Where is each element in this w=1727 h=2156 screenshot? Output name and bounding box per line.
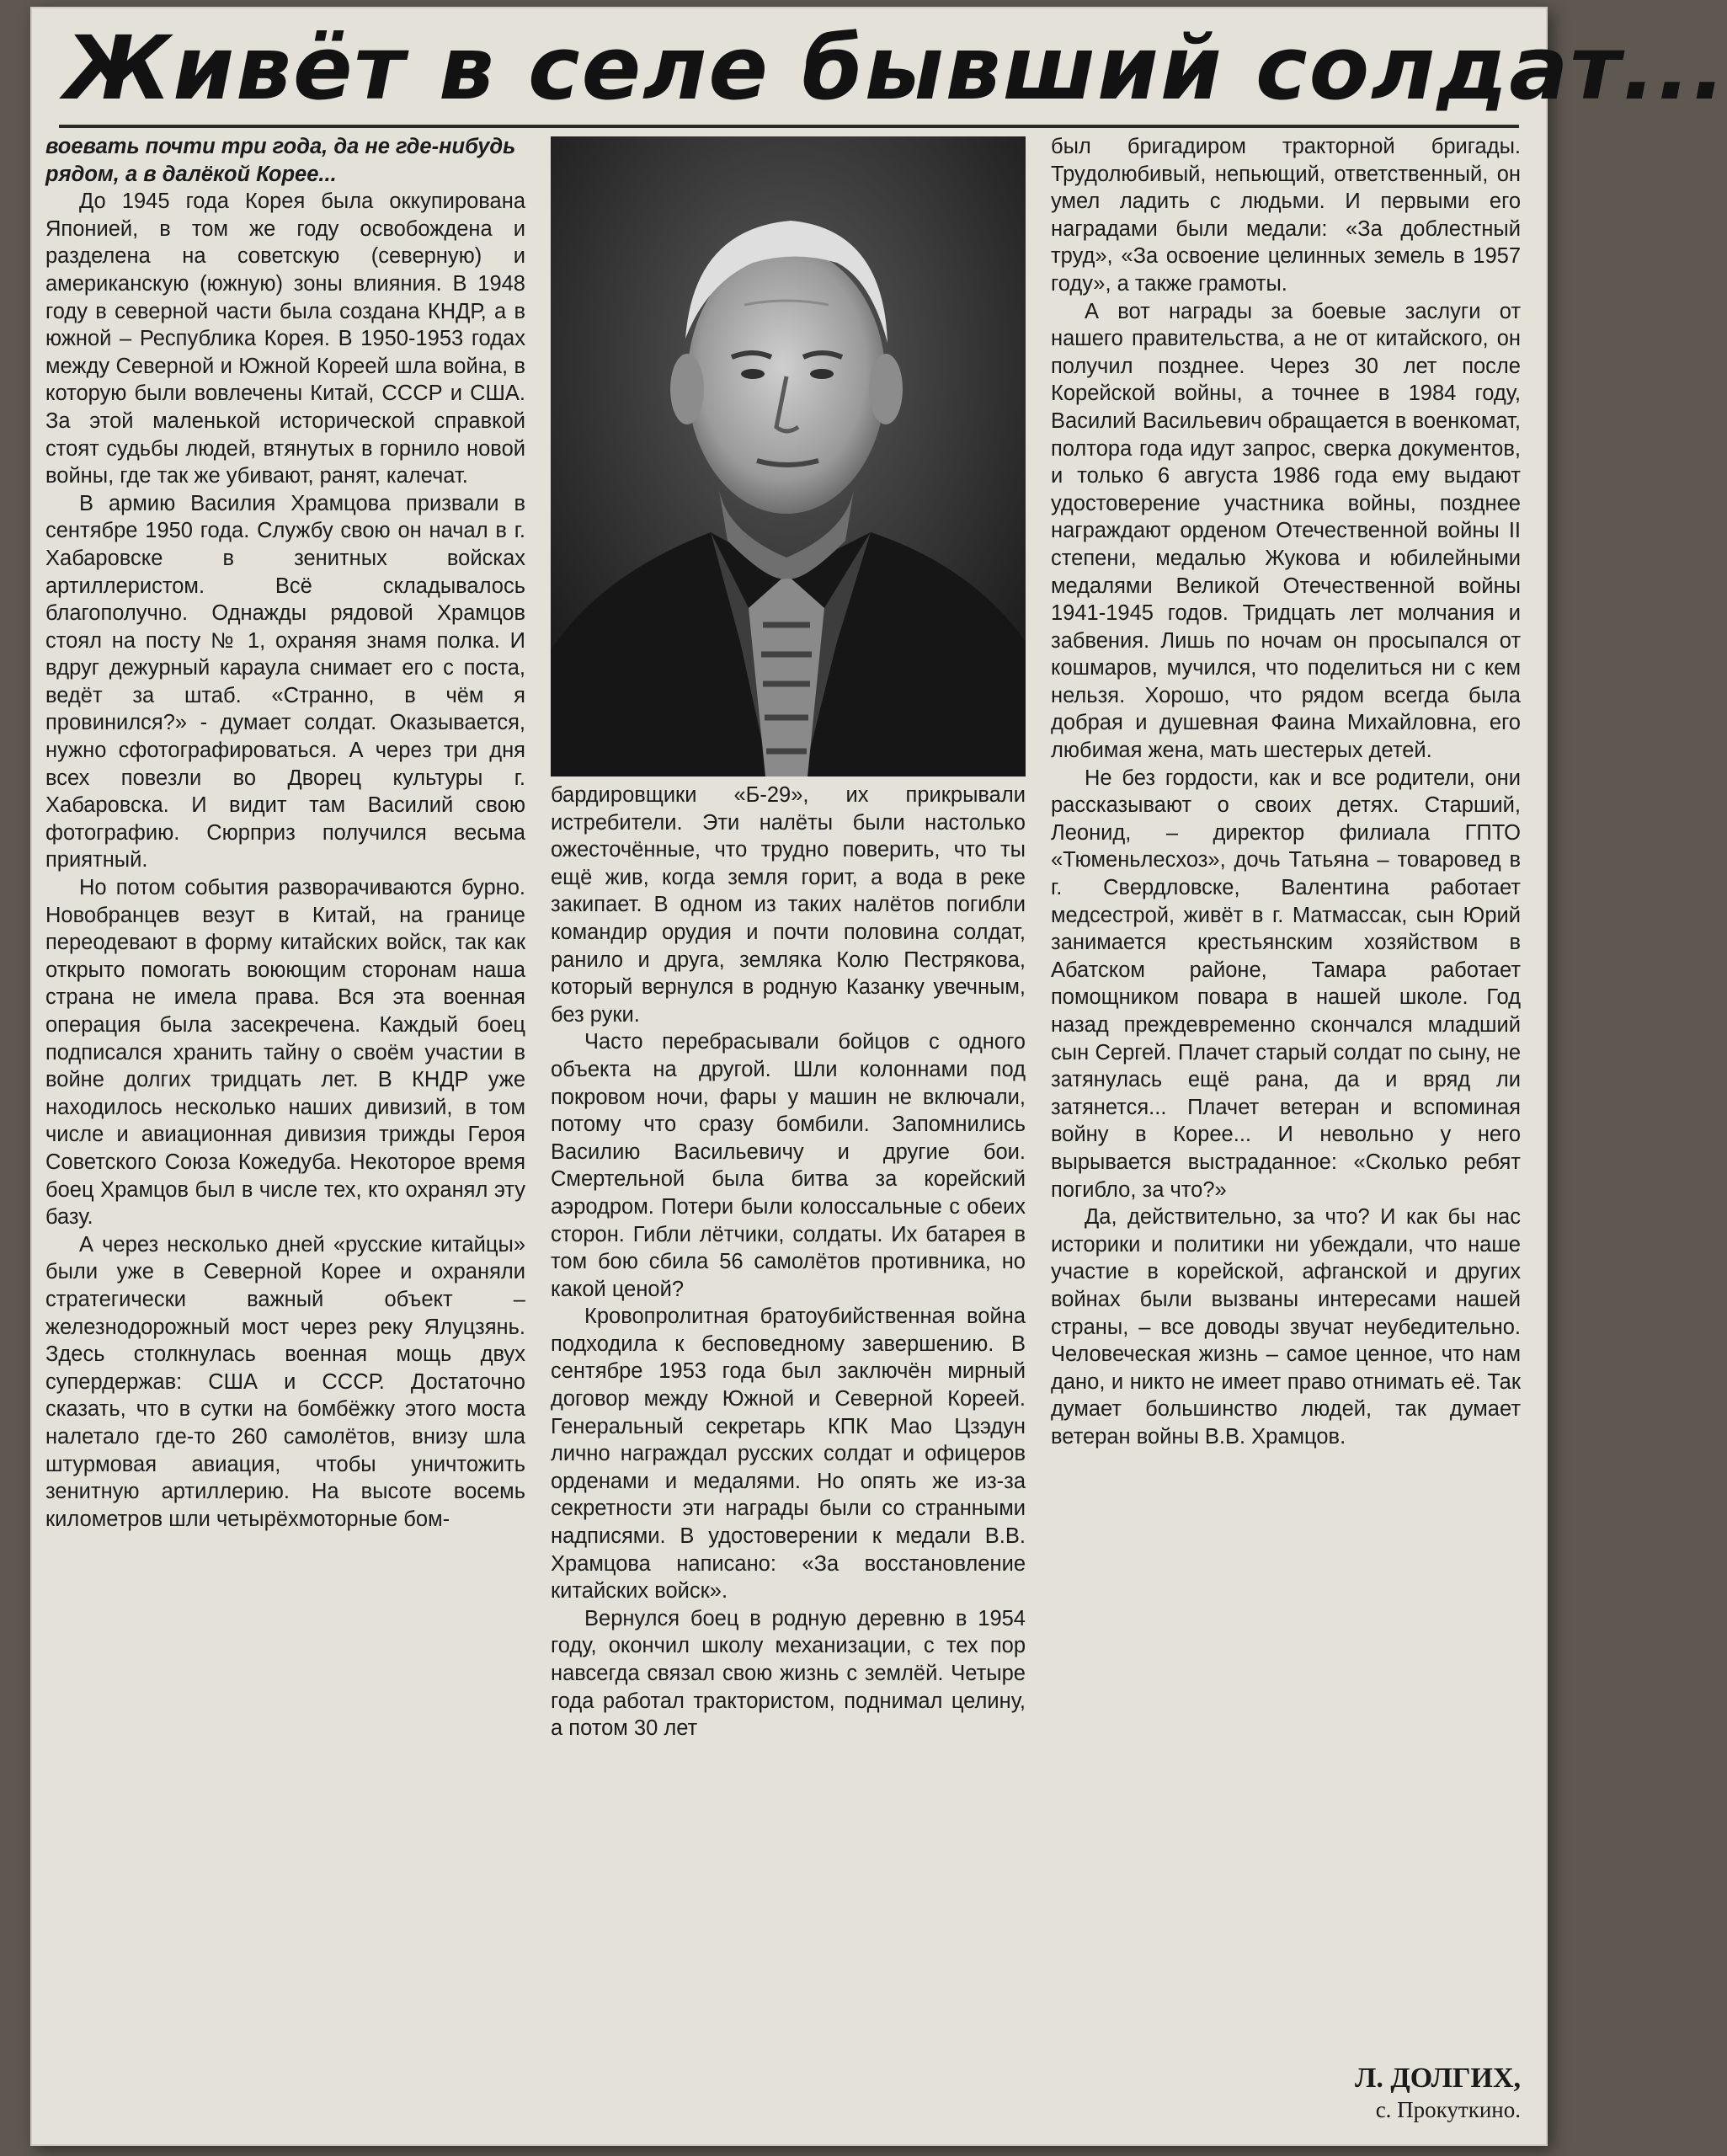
paragraph: Кровопролитная братоубийственная война подходила к бесповедному завершению. В сентябре 1953 года был заключён мирный договор между Южной и Северной Кореей. Генеральный секретарь КПК Мао Цзэдун лично награждал русских солдат и офицеров орденами и медалями. Но опять же из-за секретности эти награды были со странными надписями. В удостоверении к медали В.В. Храмцова написано: «За восстановление китайских войск». bbox=[551, 1305, 1026, 1604]
paragraph: Вернулся боец в родную деревню в 1954 году, окончил школу механизации, с тех пор навсегда связал свою жизнь с землёй. Четыре года работал трактористом, поднимал целину, а потом 30 лет bbox=[551, 1606, 1026, 1741]
paragraph: Да, действительно, за что? И как бы нас историки и политики ни убеждали, что наше участие в корейской, афганской и других войнах были вызваны интересами нашей страны, – все доводы звучат неубедительно. Человеческая жизнь – самое ценное, что нам дано, и никто не имеет право отнимать её. Так думает большинство людей, так думает ветеран войны В.В. Храмцов. bbox=[1051, 1205, 1521, 1449]
article-column-2 bbox=[551, 782, 1026, 2137]
paragraph: А вот награды за боевые заслуги от нашего правительства, а не от китайского, он получил позднее. Через 30 лет после Корейской войны, а точнее в 1984 году, Василий Васильевич обращается в военкомат, полтора года идут запрос, сверка документов, и только 6 августа 1986 года ему выдают удостоверение участника войны, позднее награждают орденом Отечественной войны II степени, медалью Жукова и юбилейными медалями Великой Отечественной войны 1941-1945 годов. Тридцать лет молчания и забвения. Лишь по ночам он просыпался от кошмаров, мучился, что поделиться ни с кем нельзя. Хорошо, что рядом всегда была добрая и душевная Фаина Михайловна, его любимая жена, мать шестерых детей. bbox=[1051, 299, 1521, 763]
paragraph: бардировщики «Б-29», их прикрывали истребители. Эти налёты были настолько ожесточённые, что трудно поверить, что ты ещё жив, когда земля горит, а вода в реке закипает. В одном из таких налётов погибли командир орудия и почти половина солдат, ранило и друга, земляка Колю Пестрякова, который вернулся в родную Казанку увечным, без руки. bbox=[551, 783, 1026, 1027]
paragraph: Не без гордости, как и все родители, они рассказывают о своих детях. Старший, Леонид, – директор филиала ГПТО «Тюменьлесхоз», дочь Татьяна – товаровед в г. Свердловске, Валентина работает медсестрой, живёт в г. Матмассак, сын Юрий занимается крестьянским хозяйством в Абатском районе, Тамара работает помощником повара в нашей школе. Год назад преждевременно скончался младший сын Сергей. Плачет старый солдат по сыну, не затянулась ещё рана, да и вряд ли затянется... Плачет ветеран и вспоминая войну в Корее... И невольно у него вырывается выстраданное: «Сколько ребят погибло, за что?» bbox=[1051, 766, 1521, 1202]
byline-place: с. Прокуткино. bbox=[1375, 2097, 1521, 2122]
headline-rule bbox=[59, 125, 1519, 128]
paragraph: А через несколько дней «русские китайцы» были уже в Северной Корее и охраняли стратегически важный объект – железнодорожный мост через реку Ялуцзянь. Здесь столкнулась военная мощь двух супердержав: США и СССР. Достаточно сказать, что в сутки на бомбёжку этого моста налетало где-то 260 самолётов, внизу шла штурмовая авиация, чтобы уничтожить зенитную артиллерию. На высоте восемь километров шли четырёхмоторные бом- bbox=[45, 1232, 525, 1531]
byline bbox=[1051, 2062, 1521, 2124]
paragraph: В армию Василия Храмцова призвали в сентябре 1950 года. Службу свою он начал в г. Хабаровске в зенитных войсках артиллеристом. Всё складывалось благополучно. Однажды рядовой Храмцов стоял на посту № 1, охраняя знамя полка. И вдруг дежурный караула снимает его с поста, ведёт за штаб. «Странно, в чём я провинился?» - думает солдат. Оказывается, нужно сфотографироваться. А через три дня всех повезли во Дворец культуры г. Хабаровска. И видит там Василий свою фотографию. Сюрприз получился весьма приятный. bbox=[45, 491, 525, 873]
paragraph: Часто перебрасывали бойцов с одного объекта на другой. Шли колоннами под покровом ночи, фары у машин не включали, потому что сразу бомбили. Запомнились Василию Васильевичу и другие бои. Смертельной была битва за корейский аэродром. Потери были колоссальные с обеих сторон. Гибли лётчики, солдаты. Их батарея в том бою сбила 56 самолётов противника, но какой ценой? bbox=[551, 1030, 1026, 1301]
article-headline: Живёт в селе бывший солдат... bbox=[64, 17, 1727, 120]
paragraph: Но потом события разворачиваются бурно. Новобранцев везут в Китай, на границе переодевают в форму китайских войск, так как открыто помогать воюющим сторонам наша страна не имела права. Вся эта военная операция была засекречена. Каждый боец подписался хранить тайну о своём участии в войне долгих тридцать лет. В КНДР уже находилось несколько наших дивизий, в том числе и авиационная дивизия трижды Героя Советского Союза Кожедуба. Некоторое время боец Храмцов был в числе тех, кто охранял эту базу. bbox=[45, 876, 525, 1230]
byline-author: Л. ДОЛГИХ, bbox=[1355, 2063, 1521, 2094]
portrait-image bbox=[551, 136, 1026, 776]
paragraph: До 1945 года Корея была оккупирована Японией, в том же году освобождена и разделена на советскую (северную) и американскую (южную) зоны влияния. В 1948 году в северной части была создана КНДР, а в южной – Республика Корея. В 1950-1953 годах между Северной и Южной Кореей шла война, в которую были вовлечены Китай, СССР и США. За этой маленькой исторической справкой стоят судьбы людей, втянутых в горнило новой войны, где так же убивают, ранят, калечат. bbox=[45, 189, 525, 488]
paragraph: был бригадиром тракторной бригады. Трудолюбивый, непьющий, ответственный, он умел ладить с людьми. И первыми его наградами были медали: «За доблестный труд», «За освоение целинных земель в 1957 году», а также грамоты. bbox=[1051, 135, 1521, 296]
article-column-1 bbox=[45, 133, 525, 2129]
article-column-3 bbox=[1051, 133, 1521, 2053]
lead-paragraph: воевать почти три года, да не где-нибудь рядом, а в далёкой Корее... bbox=[45, 135, 516, 186]
newspaper-clipping bbox=[30, 7, 1727, 2146]
veteran-portrait-photo bbox=[551, 136, 1026, 776]
